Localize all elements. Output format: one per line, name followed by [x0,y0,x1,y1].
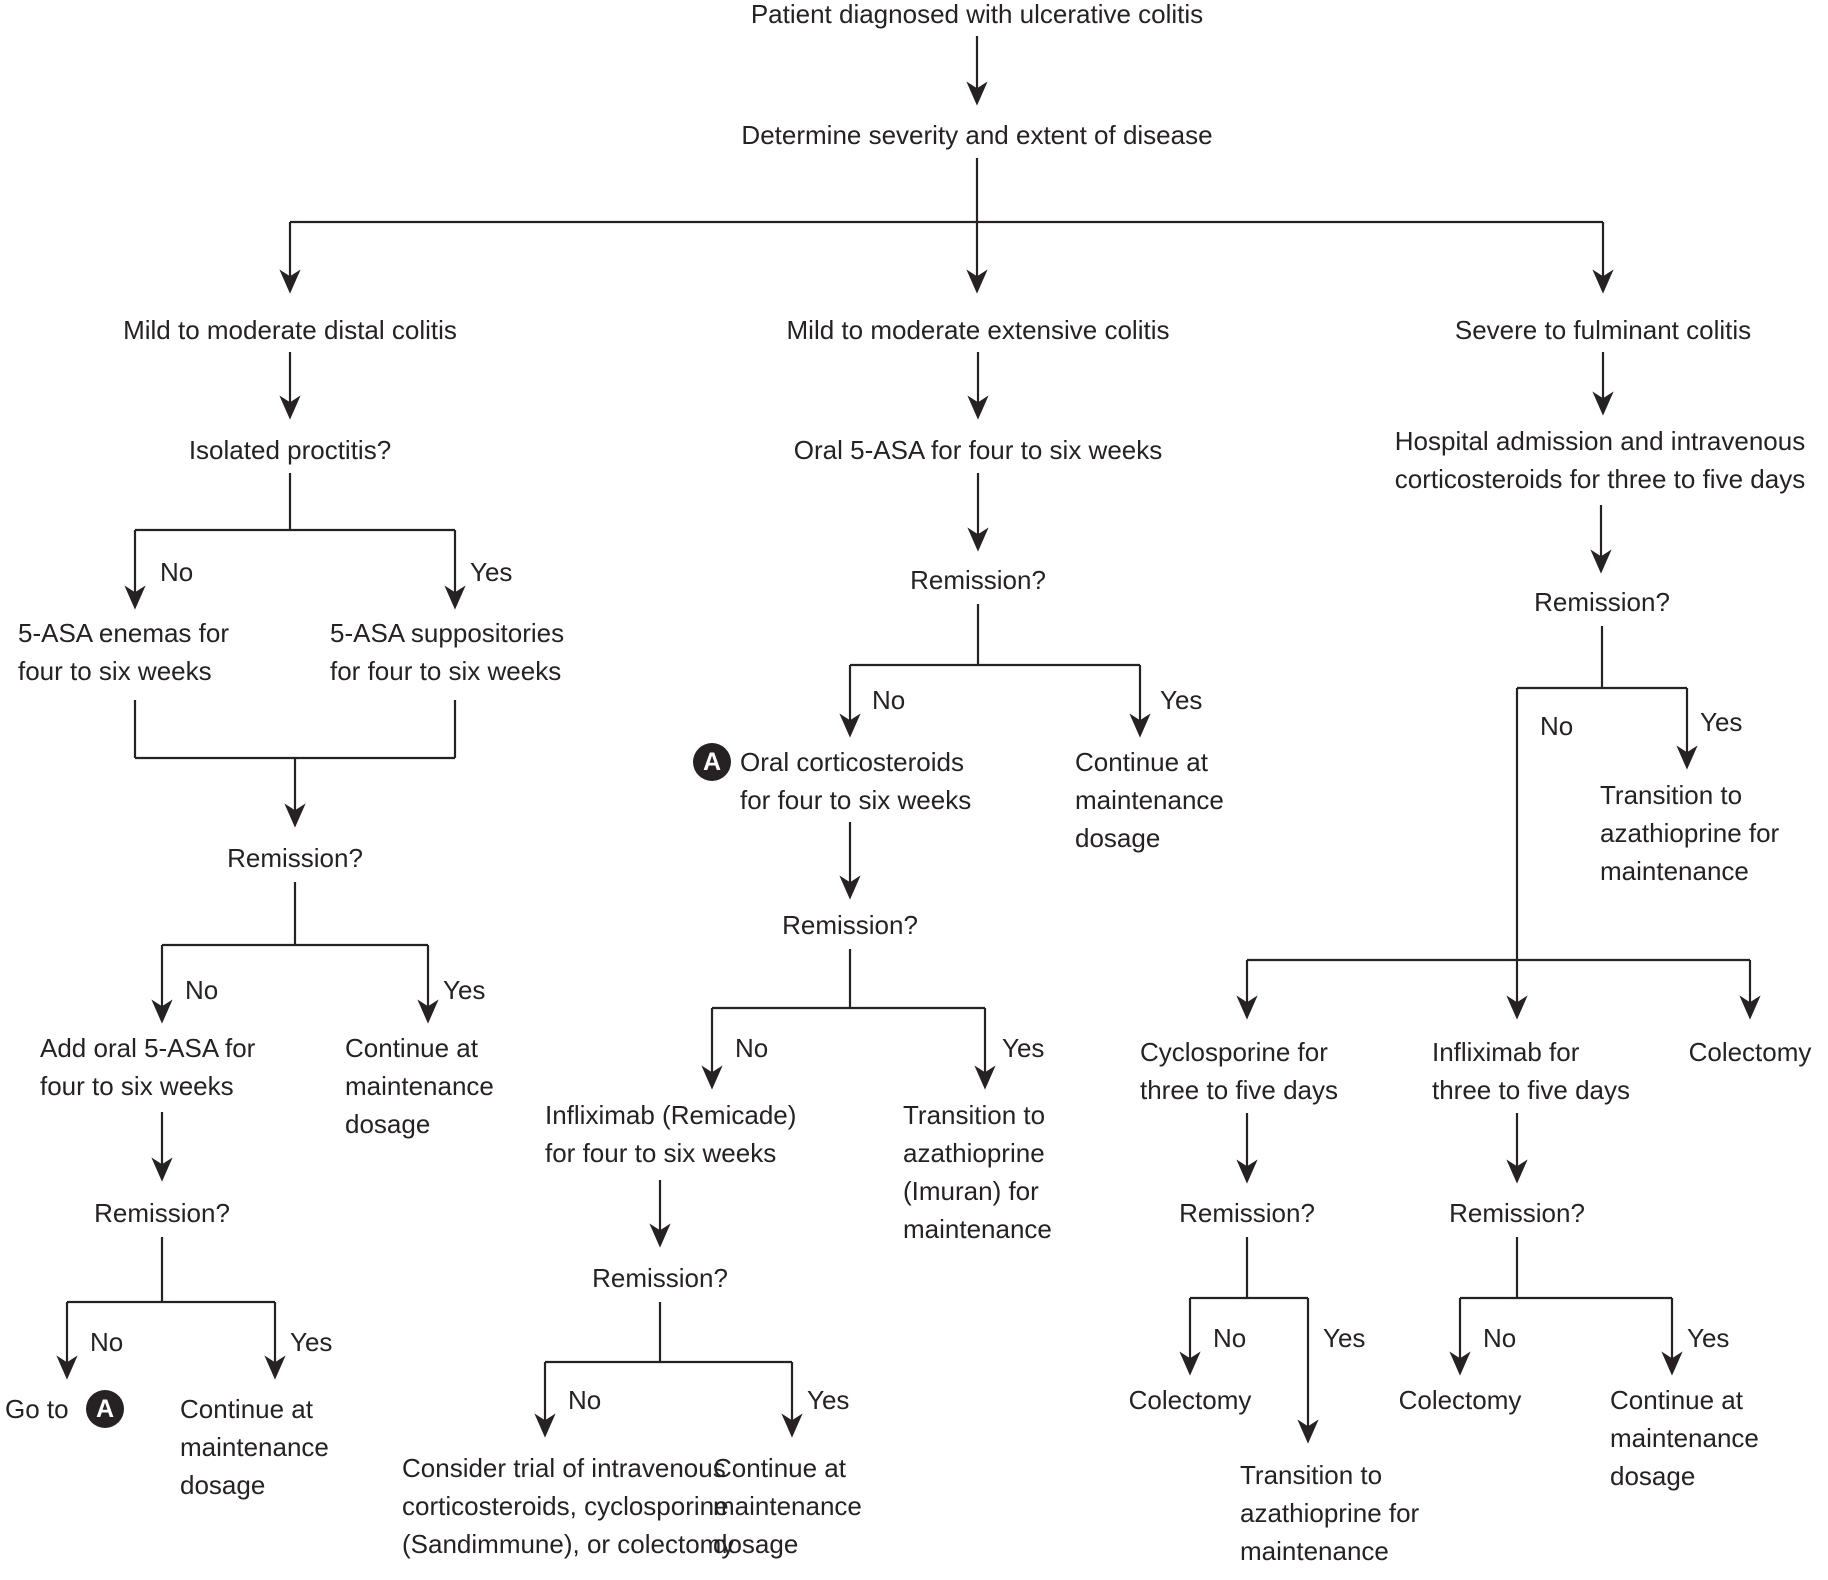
node-severe-colitis: Severe to fulminant colitis [1454,315,1752,345]
node-remission-severe-1: Remission? [1534,587,1670,617]
node-assess-severity: Determine severity and extent of disease [741,120,1213,150]
branch-label-no: No [1540,711,1574,741]
node-transition-azathioprine-maintenance-2: Transition to azathioprine for maintenance [1240,1460,1420,1566]
node-infliximab-remicade: Infliximab (Remicade) for four to six weeks [545,1100,797,1168]
node-continue-maintenance-2: Continue at maintenance dosage [180,1394,329,1500]
node-continue-maintenance-5: Continue at maintenance dosage [1610,1385,1759,1491]
branch-label-yes: Yes [1687,1323,1730,1353]
branch-label-no: No [735,1033,769,1063]
node-distal-colitis: Mild to moderate distal colitis [123,315,457,345]
node-hospital-admission: Hospital admission and intravenous corticosteroids for three to five days [1394,426,1806,494]
node-infliximab-severe: Infliximab for three to five days [1432,1037,1630,1105]
node-remission-distal-1: Remission? [227,843,363,873]
branch-label-no: No [872,685,906,715]
node-transition-azathioprine-imuran: Transition to azathioprine (Imuran) for maintenance [903,1100,1052,1244]
branch-label-yes: Yes [1323,1323,1366,1353]
node-asa-suppositories: 5-ASA suppositories for four to six weeks [330,618,565,686]
node-colectomy-2: Colectomy [1128,1385,1252,1415]
node-remission-severe-2: Remission? [1179,1198,1315,1228]
node-goto-a: Go to [5,1394,69,1424]
branch-label-no: No [1213,1323,1247,1353]
branch-label-no: No [185,975,219,1005]
node-transition-azathioprine-maintenance: Transition to azathioprine for maintenance [1600,780,1780,886]
node-remission-distal-2: Remission? [94,1198,230,1228]
node-add-oral-asa: Add oral 5-ASA for four to six weeks [40,1033,256,1101]
branch-label-no: No [90,1327,124,1357]
node-remission-severe-3: Remission? [1449,1198,1585,1228]
node-colectomy-1: Colectomy [1688,1037,1812,1067]
branch-label-yes: Yes [290,1327,333,1357]
branch-label-yes: Yes [1700,707,1743,737]
branch-label-yes: Yes [807,1385,850,1415]
node-remission-extensive-3: Remission? [592,1263,728,1293]
branch-label-no: No [568,1385,602,1415]
node-consider-trial: Consider trial of intravenous corticosteroids, cyclosporine (Sandimmune), or colectomy [402,1453,735,1559]
marker-a-badge: A [86,1390,124,1428]
node-remission-extensive-2: Remission? [782,910,918,940]
branch-label-no: No [1483,1323,1517,1353]
node-extensive-colitis: Mild to moderate extensive colitis [786,315,1170,345]
node-continue-maintenance-4: Continue at maintenance dosage [713,1453,862,1559]
branch-label-yes: Yes [470,557,513,587]
node-colectomy-3: Colectomy [1398,1385,1522,1415]
branch-label-yes: Yes [1002,1033,1045,1063]
node-start: Patient diagnosed with ulcerative colitis [750,0,1204,29]
node-continue-maintenance-3: Continue at maintenance dosage [1075,747,1224,853]
node-remission-extensive-1: Remission? [910,565,1046,595]
node-cyclosporine: Cyclosporine for three to five days [1140,1037,1338,1105]
node-oral-asa: Oral 5-ASA for four to six weeks [793,435,1163,465]
node-asa-enemas: 5-ASA enemas for four to six weeks [18,618,229,686]
marker-a-badge: A [693,743,731,781]
branch-label-yes: Yes [1160,685,1203,715]
node-oral-corticosteroids: Oral corticosteroids for four to six weeks [740,747,972,815]
node-isolated-proctitis: Isolated proctitis? [188,435,392,465]
branch-label-yes: Yes [443,975,486,1005]
node-continue-maintenance-1: Continue at maintenance dosage [345,1033,494,1139]
branch-label-no: No [160,557,194,587]
